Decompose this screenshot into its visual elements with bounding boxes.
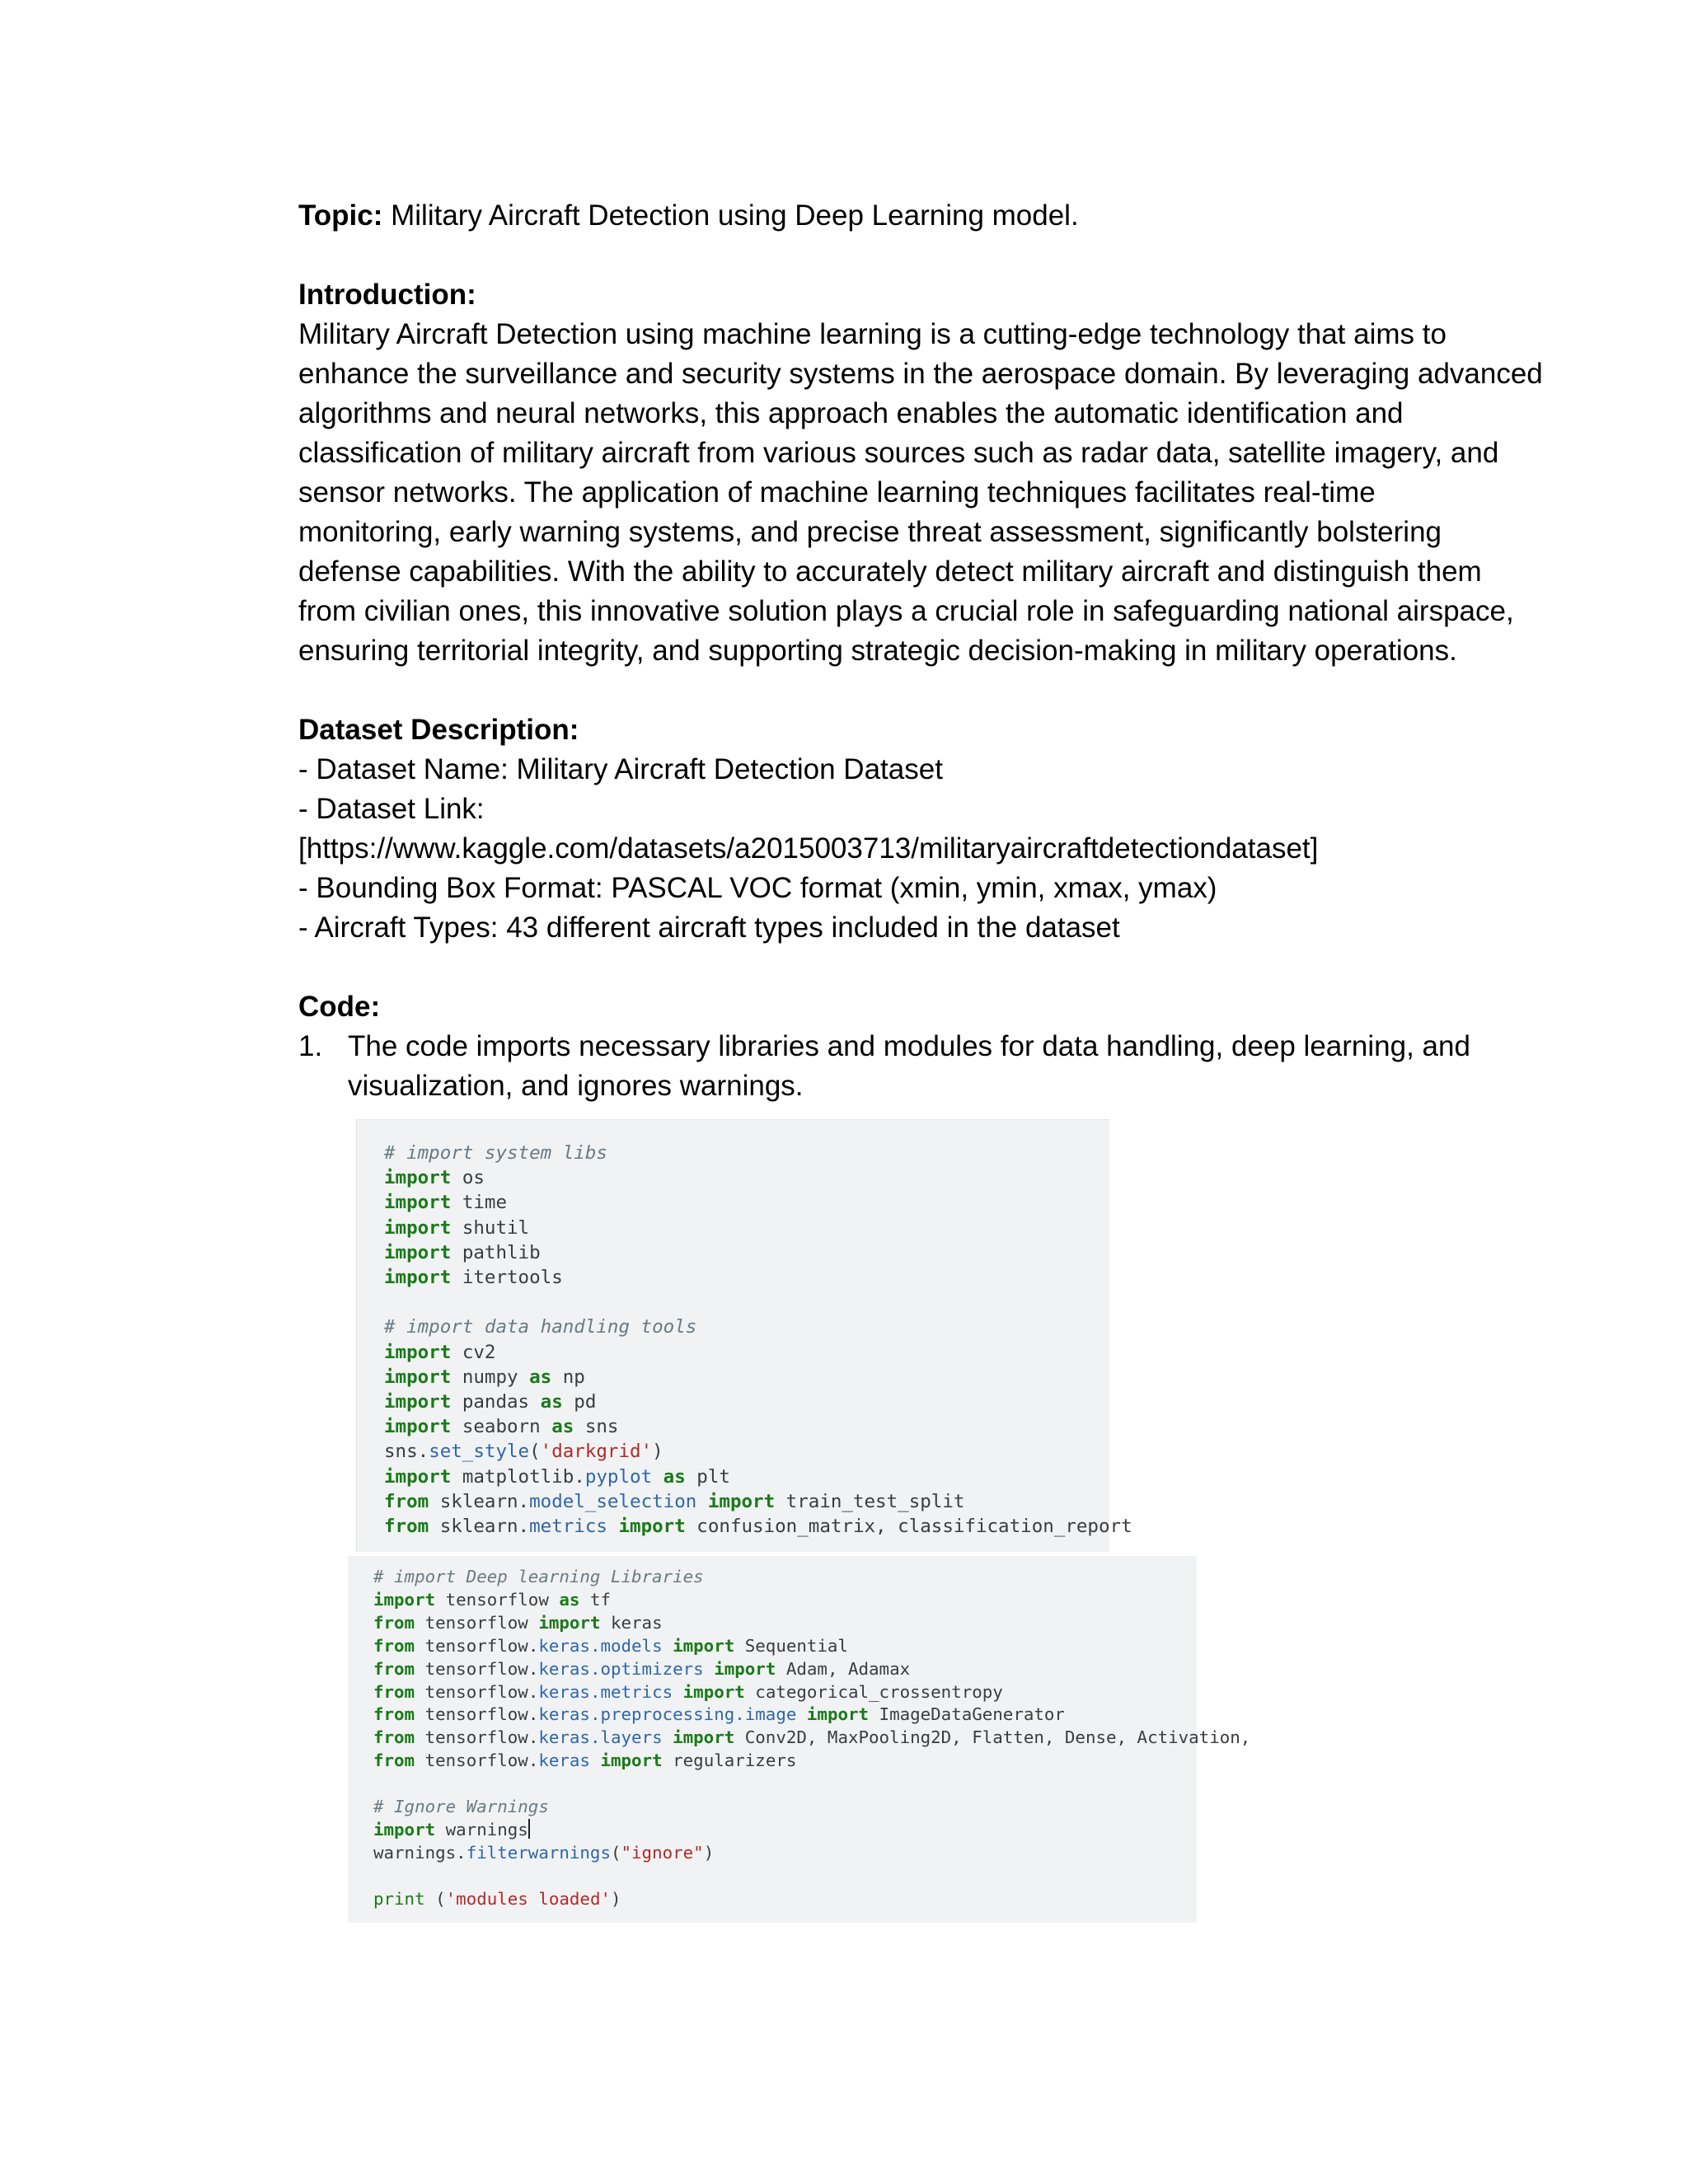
- code-token: tensorflow: [435, 1589, 560, 1610]
- code-keyword: import: [384, 1267, 452, 1289]
- code-function: set_style: [429, 1441, 530, 1463]
- code-keyword: from: [373, 1612, 415, 1633]
- code-module: keras.layers: [538, 1727, 663, 1748]
- code-keyword: import: [384, 1465, 452, 1488]
- code-token: matplotlib.: [451, 1465, 585, 1488]
- code-token: tensorflow.: [415, 1635, 539, 1656]
- step-text-line: visualization, and ignores warnings.: [348, 1070, 804, 1102]
- aircraft-types-line: - Aircraft Types: 43 different aircraft types included in the dataset: [298, 912, 1120, 944]
- code-keyword: from: [384, 1490, 429, 1512]
- code-token: (: [610, 1842, 621, 1863]
- step-number: 1.: [298, 1030, 323, 1062]
- dataset-heading: Dataset Description:: [298, 714, 579, 746]
- code-string: 'modules loaded': [445, 1888, 611, 1909]
- introduction-heading: Introduction:: [298, 279, 476, 311]
- code-token: sklearn.: [429, 1516, 530, 1538]
- code-token: warnings: [435, 1819, 528, 1840]
- code-token: seaborn: [451, 1416, 552, 1438]
- code-module: keras: [538, 1750, 590, 1771]
- code-module: keras.preprocessing.image: [538, 1704, 797, 1725]
- bounding-box-format-line: - Bounding Box Format: PASCAL VOC format (xmin, ymin, xmax, ymax): [298, 872, 1217, 904]
- intro-line: defense capabilities. With the ability to accurately detect military aircraft and distinguish them: [298, 555, 1482, 588]
- code-token: confusion_matrix, classification_report: [685, 1516, 1132, 1538]
- code-module: keras.models: [538, 1635, 663, 1656]
- code-token: tf: [579, 1589, 611, 1610]
- code-keyword: import: [384, 1216, 452, 1239]
- code-block-text: [373, 1566, 1250, 1911]
- code-comment: # Ignore Warnings: [373, 1797, 549, 1817]
- dataset-name-line: - Dataset Name: Military Aircraft Detection Dataset: [298, 753, 943, 785]
- code-module: model_selection: [529, 1490, 697, 1512]
- code-token: tensorflow: [415, 1612, 539, 1633]
- topic-text: Military Aircraft Detection using Deep Learning model.: [382, 199, 1079, 232]
- code-token: tensorflow.: [415, 1704, 539, 1725]
- code-keyword: import: [714, 1658, 776, 1679]
- code-keyword: import: [384, 1241, 452, 1263]
- code-block-deep-learning-libs: [348, 1556, 1251, 1923]
- code-token: Conv2D, MaxPooling2D, Flatten, Dense, Activation,: [734, 1727, 1251, 1748]
- code-token: itertools: [451, 1267, 563, 1289]
- step-text-line: The code imports necessary libraries and modules for data handling, deep learning, and: [348, 1030, 1470, 1062]
- code-token: sns.: [384, 1441, 429, 1463]
- code-token: categorical_crossentropy: [744, 1681, 1003, 1702]
- code-keyword: from: [373, 1635, 415, 1656]
- intro-line: algorithms and neural networks, this approach enables the automatic identification and: [298, 397, 1404, 429]
- code-block-system-libs: [356, 1119, 1132, 1552]
- code-keyword: import: [673, 1635, 735, 1656]
- code-keyword: import: [373, 1819, 436, 1840]
- code-module: keras.metrics: [538, 1681, 673, 1702]
- code-keyword: import: [384, 1167, 452, 1189]
- code-keyword: import: [384, 1192, 452, 1214]
- code-module: metrics: [529, 1516, 607, 1538]
- code-keyword: from: [373, 1704, 415, 1725]
- code-token: pandas: [451, 1391, 541, 1413]
- code-string: "ignore": [621, 1842, 704, 1863]
- code-keyword: as: [551, 1416, 574, 1438]
- code-function: filterwarnings: [466, 1842, 611, 1863]
- code-builtin: print: [373, 1888, 425, 1909]
- code-comment: # import system libs: [384, 1142, 607, 1164]
- intro-line: classification of military aircraft from various sources such as radar data, satellite imagery, and: [298, 437, 1499, 469]
- code-comment: # import Deep learning Libraries: [373, 1567, 704, 1586]
- code-token: (: [529, 1441, 541, 1463]
- intro-line: monitoring, early warning systems, and precise threat assessment, significantly bolstering: [298, 516, 1442, 548]
- code-keyword: from: [373, 1727, 415, 1748]
- code-keyword: import: [384, 1416, 452, 1438]
- code-token: plt: [685, 1465, 730, 1488]
- code-module: keras.optimizers: [538, 1658, 704, 1679]
- code-heading: Code:: [298, 991, 381, 1023]
- topic-label: Topic:: [298, 199, 383, 232]
- code-token: cv2: [451, 1341, 496, 1363]
- code-keyword: from: [384, 1516, 429, 1538]
- code-token: tensorflow.: [415, 1750, 539, 1771]
- code-token: np: [551, 1366, 585, 1388]
- code-token: numpy: [451, 1366, 530, 1388]
- code-keyword: from: [373, 1681, 415, 1702]
- code-token: ): [611, 1888, 621, 1909]
- code-block-text: [384, 1141, 1132, 1539]
- code-keyword: as: [540, 1391, 563, 1413]
- code-token: regularizers: [662, 1750, 797, 1771]
- code-token: pd: [562, 1391, 597, 1413]
- code-string: 'darkgrid': [540, 1441, 653, 1463]
- code-token: shutil: [451, 1216, 530, 1239]
- code-token: pathlib: [451, 1241, 541, 1263]
- topic-line: [298, 196, 1079, 237]
- code-module: pyplot: [584, 1465, 653, 1488]
- code-token: train_test_split: [775, 1490, 965, 1512]
- dataset-link-label: - Dataset Link:: [298, 793, 485, 825]
- intro-line: sensor networks. The application of machine learning techniques facilitates real-time: [298, 476, 1376, 509]
- code-keyword: import: [682, 1681, 745, 1702]
- code-keyword: import: [384, 1366, 452, 1388]
- text-cursor: [528, 1819, 530, 1839]
- intro-line: ensuring territorial integrity, and supporting strategic decision-making in military operations.: [298, 635, 1457, 667]
- code-keyword: import: [384, 1341, 452, 1363]
- code-token: time: [451, 1192, 508, 1214]
- code-keyword: as: [529, 1366, 552, 1388]
- code-keyword: import: [600, 1750, 663, 1771]
- code-keyword: import: [538, 1612, 601, 1633]
- code-token: Adam, Adamax: [776, 1658, 911, 1679]
- code-token: sklearn.: [429, 1490, 530, 1512]
- code-token: tensorflow.: [415, 1658, 539, 1679]
- code-keyword: as: [559, 1589, 580, 1610]
- code-keyword: import: [673, 1727, 735, 1748]
- code-token: ): [652, 1441, 663, 1463]
- code-token: sns: [574, 1416, 619, 1438]
- code-comment: # import data handling tools: [384, 1316, 697, 1338]
- code-keyword: from: [373, 1750, 415, 1771]
- code-keyword: as: [663, 1465, 686, 1488]
- code-token: tensorflow.: [415, 1727, 539, 1748]
- code-keyword: import: [707, 1490, 776, 1512]
- code-token: keras: [600, 1612, 663, 1633]
- code-token: tensorflow.: [415, 1681, 539, 1702]
- code-token: (: [424, 1888, 446, 1909]
- code-keyword: import: [384, 1391, 452, 1413]
- code-keyword: from: [373, 1658, 415, 1679]
- code-keyword: import: [373, 1589, 436, 1610]
- intro-line: from civilian ones, this innovative solution plays a crucial role in safeguarding national airspace,: [298, 595, 1514, 627]
- code-token: os: [451, 1167, 485, 1189]
- code-token: Sequential: [734, 1635, 848, 1656]
- code-keyword: import: [806, 1704, 870, 1725]
- intro-line: enhance the surveillance and security systems in the aerospace domain. By leveraging advanced: [298, 358, 1543, 390]
- code-token: ImageDataGenerator: [869, 1704, 1065, 1725]
- code-keyword: import: [618, 1516, 686, 1538]
- code-token: ): [703, 1842, 715, 1863]
- intro-line: Military Aircraft Detection using machine learning is a cutting-edge technology that aims to: [298, 318, 1447, 350]
- code-token: warnings.: [373, 1842, 467, 1863]
- dataset-link-url: [https://www.kaggle.com/datasets/a2015003713/militaryaircraftdetectiondataset]: [298, 832, 1319, 865]
